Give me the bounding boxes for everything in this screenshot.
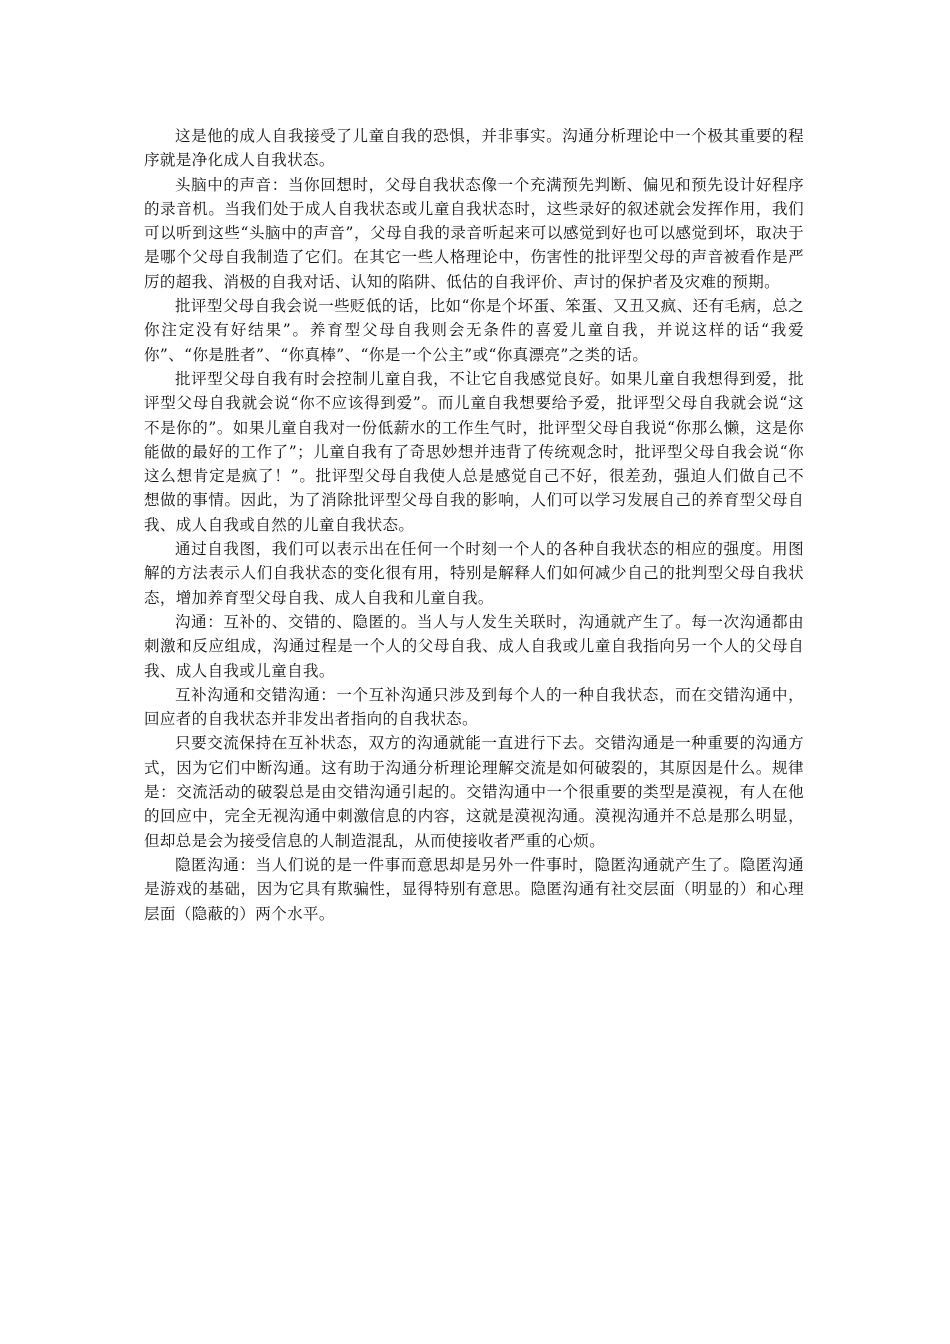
paragraph-8: 只要交流保持在互补状态，双方的沟通就能一直进行下去。交错沟通是一种重要的沟通方式，因为它们中断沟通。这有助于沟通分析理论理解交流是如何破裂的，其原因是什么。规律是：交流活动的破裂总是由交错沟通引起的。交错沟通中一个很重要的类型是漠视，有人在他的回应中，完全无视沟通中刺激信息的内容，这就是漠视沟通。漠视沟通并不总是那么明显，但却总是会为接受信息的人制造混乱，从而使接收者严重的心烦。 <box>144 734 804 850</box>
paragraph-1: 这是他的成人自我接受了儿童自我的恐惧，并非事实。沟通分析理论中一个极其重要的程序就是净化成人自我状态。 <box>144 127 804 170</box>
paragraph-3: 批评型父母自我会说一些贬低的话，比如“你是个坏蛋、笨蛋、又丑又疯、还有毛病，总之你注定没有好结果”。养育型父母自我则会无条件的喜爱儿童自我，并说这样的话“我爱你”、“你是胜者”、“你真棒”、“你是一个公主”或“你真漂亮”之类的话。 <box>144 297 804 364</box>
document-body <box>144 124 804 926</box>
paragraph-2: 头脑中的声音：当你回想时，父母自我状态像一个充满预先判断、偏见和预先设计好程序的录音机。当我们处于成人自我状态或儿童自我状态时，这些录好的叙述就会发挥作用，我们可以听到这些“头脑中的声音”，父母自我的录音听起来可以感觉到好也可以感觉到坏，取决于是哪个父母自我制造了它们。在其它一些人格理论中，伤害性的批评型父母的声音被看作是严厉的超我、消极的自我对话、认知的陷阱、低估的自我评价、声讨的保护者及灾难的预期。 <box>144 175 804 291</box>
paragraph-4: 批评型父母自我有时会控制儿童自我，不让它自我感觉良好。如果儿童自我想得到爱，批评型父母自我就会说“你不应该得到爱”。而儿童自我想要给予爱，批评型父母自我就会说“这不是你的”。如果儿童自我对一份低薪水的工作生气时，批评型父母自我说“你那么懒，这是你能做的最好的工作了”；儿童自我有了奇思妙想并违背了传统观念时，批评型父母自我会说“你这么想肯定是疯了！”。批评型父母自我使人总是感觉自己不好，很差劲，强迫人们做自己不想做的事情。因此，为了消除批评型父母自我的影响，人们可以学习发展自己的养育型父母自我、成人自我或自然的儿童自我状态。 <box>144 369 804 534</box>
paragraph-6: 沟通：互补的、交错的、隐匿的。当人与人发生关联时，沟通就产生了。每一次沟通都由刺激和反应组成，沟通过程是一个人的父母自我、成人自我或儿童自我指向另一个人的父母自我、成人自我或儿童自我。 <box>144 612 804 680</box>
paragraph-7: 互补沟通和交错沟通：一个互补沟通只涉及到每个人的一种自我状态，而在交错沟通中，回应者的自我状态并非发出者指向的自我状态。 <box>144 685 804 729</box>
paragraph-5: 通过自我图，我们可以表示出在任何一个时刻一个人的各种自我状态的相应的强度。用图解的方法表示人们自我状态的变化很有用，特别是解释人们如何减少自己的批判型父母自我状态，增加养育型父母自我、成人自我和儿童自我。 <box>144 540 804 607</box>
paragraph-9: 隐匿沟通：当人们说的是一件事而意思却是另外一件事时，隐匿沟通就产生了。隐匿沟通是游戏的基础，因为它具有欺骗性，显得特别有意思。隐匿沟通有社交层面（明显的）和心理层面（隐蔽的）两个水平。 <box>144 855 804 923</box>
